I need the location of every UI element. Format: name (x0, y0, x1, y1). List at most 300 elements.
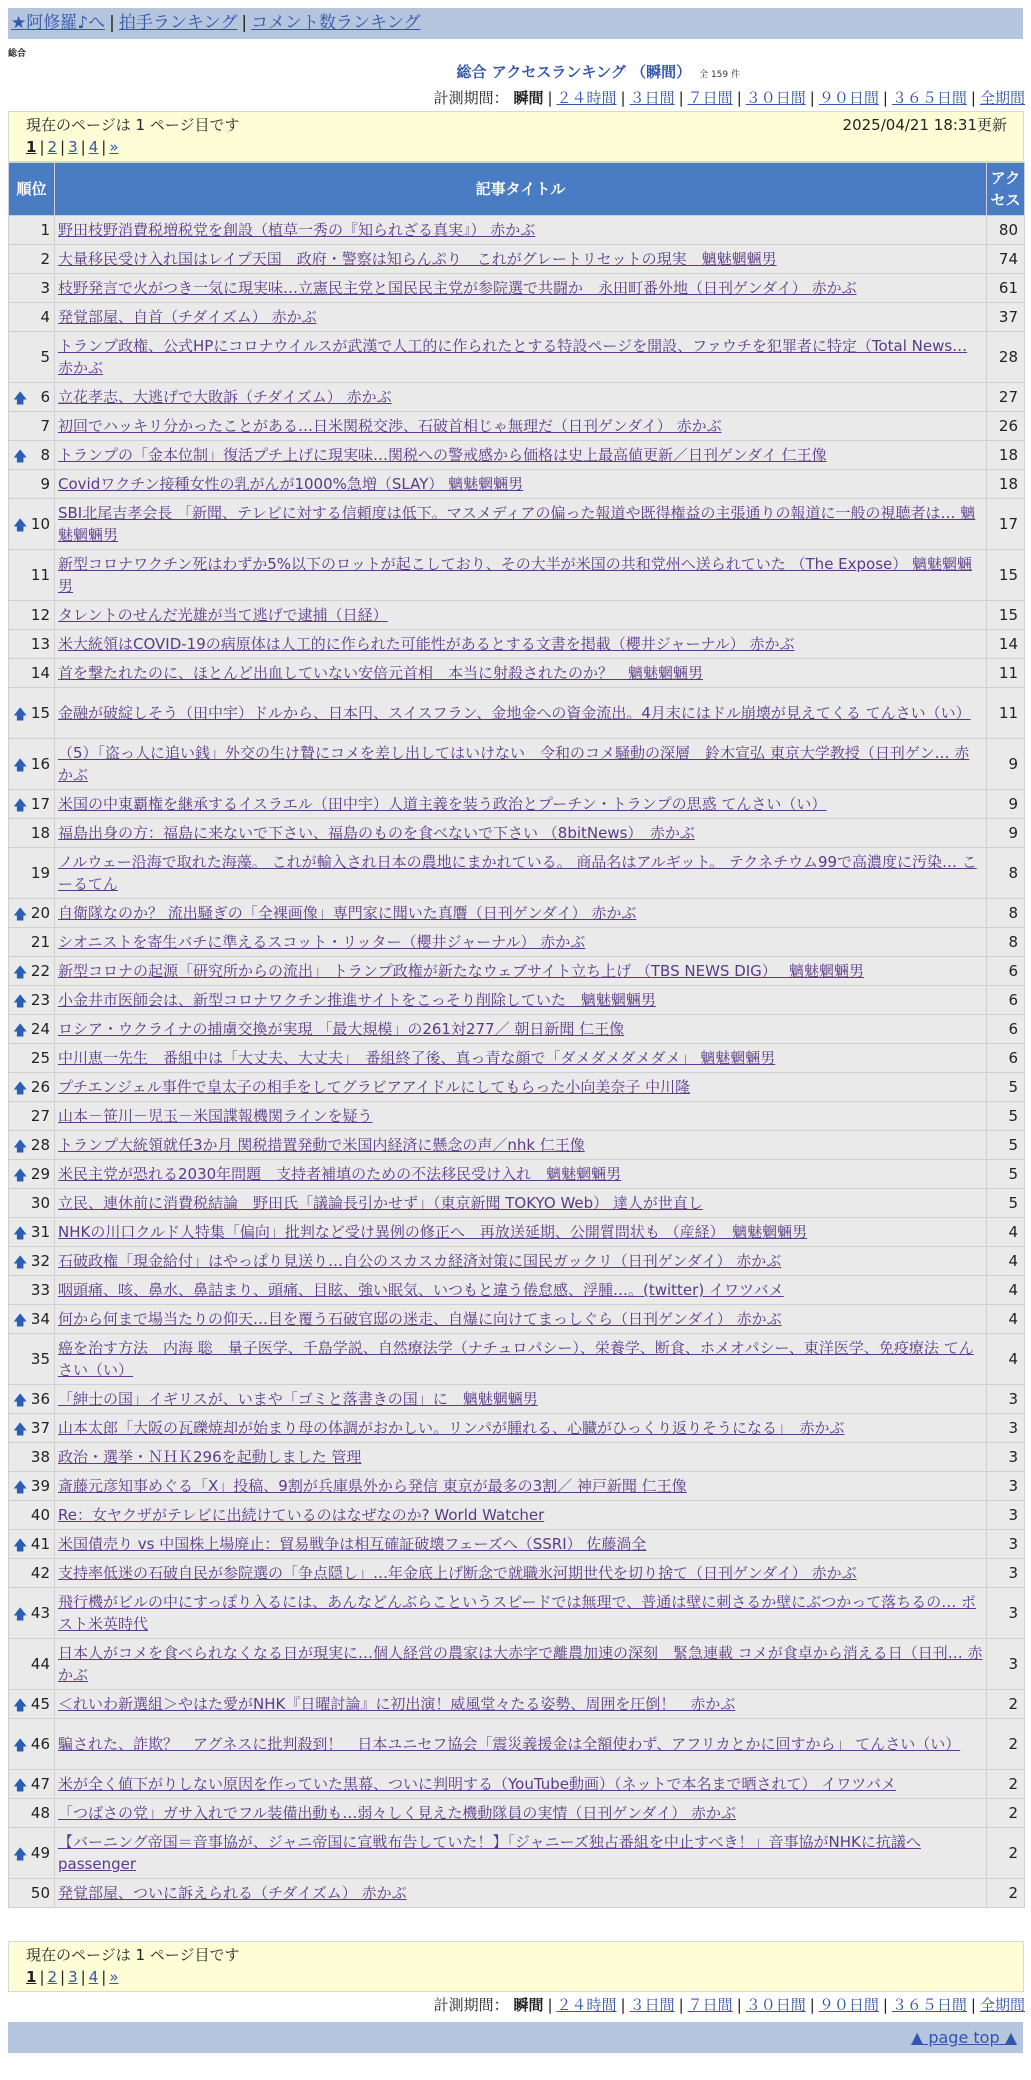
table-row (9, 412, 1025, 441)
rank-up-arrow-icon: 🡅 (13, 1738, 28, 1754)
rank-number: 45 (30, 1695, 50, 1713)
article-title-link[interactable]: 日本人がコメを食べられなくなる日が現実に…個人経営の農家は大赤字で離農加速の深刻 緊急連載 コメが食卓から消える日（日刊… 赤かぶ (58, 1644, 983, 1684)
article-title-link[interactable]: 騙された、詐欺？ アグネスに批判殺到！ 日本ユニセフ協会「震災義援金は全額使わず、アフリカとかに回すから」 てんさい（い） (58, 1735, 961, 1753)
home-link[interactable]: ★阿修羅♪へ (11, 13, 106, 33)
access-count: 14 (987, 630, 1025, 659)
article-title-link[interactable]: ノルウェー沿海で取れた海藻。 これが輸入され日本の農地にまかれている。 商品名はアルギット。 テクネチウム99で高濃度に汚染… こーるてん (58, 853, 977, 893)
rank-cell (9, 1247, 55, 1276)
rank-up-arrow-icon: 🡅 (13, 758, 28, 774)
rank-cell (9, 1530, 55, 1559)
access-count: 18 (987, 441, 1025, 470)
rank-cell (9, 1828, 55, 1879)
rank-number: 35 (30, 1350, 50, 1368)
period-24h-link[interactable]: ２４時間 (556, 89, 617, 107)
access-count: 8 (987, 848, 1025, 899)
article-title-link[interactable]: 支持率低迷の石破自民が参院選の「争点隠し」…年金底上げ断念で就職氷河期世代を切り捨て（日刊ゲンダイ） 赤かぶ (58, 1564, 857, 1582)
rank-number: 17 (30, 795, 50, 813)
article-title-link[interactable]: 野田枝野消費税増税党を創設（植草一秀の『知られざる真実』） 赤かぶ (58, 221, 536, 239)
title-cell (55, 1044, 987, 1073)
rank-up-arrow-icon: 🡅 (13, 994, 28, 1010)
rank-cell (9, 1276, 55, 1305)
period-90d-link[interactable]: ９０日間 (818, 89, 879, 107)
rank-cell (9, 790, 55, 819)
period-30d-link[interactable]: ３０日間 (745, 1996, 806, 2014)
table-row (9, 1305, 1025, 1334)
rank-cell (9, 899, 55, 928)
article-title-link[interactable]: Covidワクチン接種女性の乳がんが1000%急増（SLAY） 魑魅魍魎男 (58, 475, 524, 493)
rank-number: 34 (30, 1310, 50, 1328)
article-title-link[interactable]: 「つばさの党」ガサ入れでフル装備出動も…弱々しく見えた機動隊員の実情（日刊ゲンダイ） 赤かぶ (58, 1804, 736, 1822)
table-row (9, 1073, 1025, 1102)
table-row (9, 819, 1025, 848)
rank-cell (9, 1334, 55, 1385)
article-title-link[interactable]: ロシア・ウクライナの捕虜交換が実現 「最大規模」の261対277／ 朝日新聞 仁王像 (58, 1020, 625, 1038)
col-rank-header: 順位 (9, 163, 55, 216)
table-row (9, 1501, 1025, 1530)
article-title-link[interactable]: 新型コロナワクチン死はわずか5%以下のロットが起こしており、その大半が米国の共和党州へ送られていた （The Expose） 魑魅魍魎男 (58, 555, 973, 595)
title-cell (55, 1276, 987, 1305)
rank-cell (9, 470, 55, 499)
table-row (9, 1334, 1025, 1385)
title-cell (55, 274, 987, 303)
title-cell (55, 1131, 987, 1160)
table-row (9, 245, 1025, 274)
title-cell (55, 630, 987, 659)
article-title-link[interactable]: 石破政権「現金給付」はやっぱり見送り…自公のスカスカ経済対策に国民ガックリ（日刊ゲンダイ） 赤かぶ (58, 1252, 782, 1270)
table-row (9, 1690, 1025, 1719)
access-count: 3 (987, 1443, 1025, 1472)
title-cell (55, 1385, 987, 1414)
access-count: 3 (987, 1414, 1025, 1443)
access-count: 8 (987, 928, 1025, 957)
current-page-text: 現在のページは 1 ページ目です (26, 1946, 240, 1964)
article-title-link[interactable]: （5）「盗っ人に追い銭」外交の生け贄にコメを差し出してはいけない 令和のコメ騒動の深層 鈴木宣弘 東京大学教授（日刊ゲン… 赤かぶ (58, 744, 970, 784)
page-link-2[interactable]: 2 (47, 1968, 58, 1986)
article-title-link[interactable]: 金融が破綻しそう（田中宇）ドルから、日本円、スイスフラン、金地金への資金流出。4月末にはドル崩壊が見えてくる てんさい（い） (58, 704, 971, 722)
title-cell (55, 1501, 987, 1530)
rank-number: 36 (30, 1390, 50, 1408)
access-count: 2 (987, 1879, 1025, 1908)
page-link-3[interactable]: 3 (68, 138, 78, 156)
rank-up-arrow-icon: 🡅 (13, 1698, 28, 1714)
article-title-link[interactable]: 立花孝志、大逃げで大敗訴（チダイズム） 赤かぶ (58, 388, 392, 406)
title-cell (55, 1690, 987, 1719)
article-title-link[interactable]: 政治・選挙・ＮＨＫ296を起動しました 管理 (58, 1448, 362, 1466)
table-row (9, 928, 1025, 957)
access-count: 11 (987, 688, 1025, 739)
col-title-header: 記事タイトル (55, 163, 987, 216)
nav-separator: | (109, 13, 115, 33)
pagination: 1 | 2 | 3 | 4 | » (26, 138, 119, 156)
page-current: 1 (26, 138, 37, 156)
page-current: 1 (26, 1968, 37, 1986)
article-title-link[interactable]: 自衛隊なのか？ 流出騒ぎの「全裸画像」専門家に聞いた真贋（日刊ゲンダイ） 赤かぶ (58, 904, 637, 922)
page-link-4[interactable]: 4 (88, 1968, 99, 1986)
page-next-link[interactable]: » (109, 1968, 119, 1986)
access-count: 8 (987, 899, 1025, 928)
access-count: 5 (987, 1073, 1025, 1102)
rank-up-arrow-icon: 🡅 (13, 1023, 28, 1039)
rank-cell (9, 601, 55, 630)
rank-number: 32 (30, 1252, 50, 1270)
access-count: 3 (987, 1559, 1025, 1588)
period-30d-link[interactable]: ３０日間 (745, 89, 806, 107)
article-title-link[interactable]: NHKの川口クルド人特集「偏向」批判など受け異例の修正へ 再放送延期、公開質問状も （産経） 魑魅魍魎男 (58, 1223, 808, 1241)
rank-cell (9, 986, 55, 1015)
article-title-link[interactable]: 発覚部屋、自首（チダイズム） 赤かぶ (58, 308, 317, 326)
period-365d-link[interactable]: ３６５日間 (891, 1996, 967, 2014)
access-count: 5 (987, 1160, 1025, 1189)
rank-up-arrow-icon: 🡅 (13, 1480, 28, 1496)
rank-cell (9, 957, 55, 986)
article-title-link[interactable]: ＜れいわ新選組＞やはた愛がNHK『日曜討論』に初出演！威風堂々たる姿勢、周囲を圧倒！ 赤かぶ (58, 1695, 736, 1713)
applause-ranking-link[interactable]: 拍手ランキング (118, 13, 238, 33)
rank-number: 42 (30, 1564, 50, 1582)
table-row (9, 986, 1025, 1015)
title-cell (55, 550, 987, 601)
article-title-link[interactable]: 米民主党が恐れる2030年問題 支持者補填のための不法移民受け入れ 魑魅魍魎男 (58, 1165, 622, 1183)
period-current: 瞬間 (513, 89, 544, 107)
table-row (9, 1414, 1025, 1443)
access-count: 9 (987, 819, 1025, 848)
access-count: 4 (987, 1334, 1025, 1385)
access-count: 15 (987, 550, 1025, 601)
title-cell (55, 957, 987, 986)
rank-number: 28 (30, 1136, 50, 1154)
title-cell (55, 1828, 987, 1879)
title-cell (55, 1443, 987, 1472)
rank-number: 15 (30, 704, 50, 722)
access-count: 4 (987, 1218, 1025, 1247)
rank-up-arrow-icon: 🡅 (13, 798, 28, 814)
title-cell (55, 1639, 987, 1690)
access-count: 28 (987, 332, 1025, 383)
rank-cell (9, 550, 55, 601)
ranking-rows (9, 216, 1025, 1908)
rank-cell (9, 1305, 55, 1334)
rank-up-arrow-icon: 🡅 (13, 1778, 28, 1794)
table-row (9, 332, 1025, 383)
rank-cell (9, 303, 55, 332)
table-row (9, 1015, 1025, 1044)
pager-box-bottom (8, 1941, 1024, 1992)
table-row (9, 216, 1025, 245)
table-row (9, 688, 1025, 739)
table-row (9, 1828, 1025, 1879)
rank-number: 18 (30, 824, 50, 842)
access-count: 2 (987, 1799, 1025, 1828)
rank-number: 27 (30, 1107, 50, 1125)
article-title-link[interactable]: 初回でハッキリ分かったことがある…日米関税交渉、石破首相じゃ無理だ（日刊ゲンダイ） 赤かぶ (58, 417, 722, 435)
period-label: 計測期間： (433, 1996, 509, 2014)
period-365d-link[interactable]: ３６５日間 (891, 89, 967, 107)
table-row (9, 1588, 1025, 1639)
period-7d-link[interactable]: ７日間 (687, 1996, 733, 2014)
title-cell (55, 1218, 987, 1247)
ranking-heading (0, 61, 740, 82)
title-cell (55, 245, 987, 274)
table-row (9, 1530, 1025, 1559)
period-label: 計測期間： (433, 89, 509, 107)
period-selector-bottom: 計測期間： 瞬間 | ２４時間 | ３日間 | ７日間 | ３０日間 | ９０日間 | ３６５日間 | 全期間 (433, 1996, 1025, 2014)
article-title-link[interactable]: シオニストを寄生バチに準えるスコット・リッター（櫻井ジャーナル） 赤かぶ (58, 933, 586, 951)
article-title-link[interactable]: 飛行機がビルの中にすっぽり入るには、あんなどんぶらこというスピードでは無理で、普通は壁に刺さるか壁にぶつかって落ちるの… ポスト米英時代 (58, 1593, 976, 1633)
article-title-link[interactable]: 大量移民受け入れ国はレイプ天国 政府・警察は知らんぷり これがグレートリセットの現実 魑魅魍魎男 (58, 250, 777, 268)
top-nav-bar (8, 8, 1023, 39)
access-count: 9 (987, 739, 1025, 790)
title-cell (55, 216, 987, 245)
title-cell (55, 1247, 987, 1276)
table-row (9, 739, 1025, 790)
access-count: 3 (987, 1588, 1025, 1639)
rank-cell (9, 1073, 55, 1102)
article-title-link[interactable]: 【バーニング帝国＝音事協が、ジャニ帝国に宣戦布告していた！】「ジャニーズ独占番組を中止すべき！」音事協がNHKに抗議へ passenger (58, 1833, 921, 1873)
article-title-link[interactable]: 米が全く値下がりしない原因を作っていた黒幕、ついに判明する（YouTube動画）（ネットで本名まで晒されて） イワツバメ (58, 1775, 896, 1793)
period-3d-link[interactable]: ３日間 (629, 1996, 675, 2014)
rank-number: 7 (40, 417, 50, 435)
access-count: 80 (987, 216, 1025, 245)
article-title-link[interactable]: Re：女ヤクザがテレビに出続けているのはなぜなのか? World Watcher (58, 1506, 545, 1524)
rank-up-arrow-icon: 🡅 (13, 1226, 28, 1242)
table-row (9, 659, 1025, 688)
access-count: 2 (987, 1828, 1025, 1879)
access-count: 2 (987, 1719, 1025, 1770)
rank-number: 3 (40, 279, 50, 297)
title-cell (55, 1189, 987, 1218)
table-row (9, 630, 1025, 659)
rank-number: 49 (30, 1844, 50, 1862)
rank-cell (9, 1588, 55, 1639)
period-24h-link[interactable]: ２４時間 (556, 1996, 617, 2014)
rank-cell (9, 1639, 55, 1690)
title-cell (55, 819, 987, 848)
rank-number: 20 (30, 904, 50, 922)
access-count: 6 (987, 957, 1025, 986)
title-cell (55, 1472, 987, 1501)
rank-cell (9, 383, 55, 412)
page-link-2[interactable]: 2 (47, 138, 58, 156)
access-count: 37 (987, 303, 1025, 332)
rank-number: 25 (30, 1049, 50, 1067)
page-link-4[interactable]: 4 (88, 138, 99, 156)
rank-number: 11 (30, 566, 50, 584)
access-count: 2 (987, 1770, 1025, 1799)
rank-number: 43 (30, 1604, 50, 1622)
rank-up-arrow-icon: 🡅 (13, 965, 28, 981)
period-selector-top: 計測期間： 瞬間 | ２４時間 | ３日間 | ７日間 | ３０日間 | ９０日間 | ３６５日間 | 全期間 (433, 89, 1025, 107)
title-cell (55, 790, 987, 819)
access-count: 5 (987, 1189, 1025, 1218)
rank-cell (9, 1879, 55, 1908)
period-3d-link[interactable]: ３日間 (629, 89, 675, 107)
article-title-link[interactable]: 立民、連休前に消費税結論 野田氏「議論長引かせず」（東京新聞 TOKYO Web） 達人が世直し (58, 1194, 703, 1212)
rank-up-arrow-icon: 🡅 (13, 1393, 28, 1409)
rank-number: 30 (30, 1194, 50, 1212)
rank-number: 33 (30, 1281, 50, 1299)
article-title-link[interactable]: 小金井市医師会は、新型コロナワクチン推進サイトをこっそり削除していた 魑魅魍魎男 (58, 991, 656, 1009)
table-row (9, 601, 1025, 630)
article-title-link[interactable]: 首を撃たれたのに、ほとんど出血していない安倍元首相 本当に射殺されたのか？ 魑魅魍魎男 (58, 664, 704, 682)
rank-number: 44 (30, 1655, 50, 1673)
rank-cell (9, 1414, 55, 1443)
access-count: 3 (987, 1385, 1025, 1414)
table-row (9, 1472, 1025, 1501)
rank-up-arrow-icon: 🡅 (13, 1538, 28, 1554)
title-cell (55, 412, 987, 441)
title-cell (55, 470, 987, 499)
rank-number: 37 (30, 1419, 50, 1437)
rank-cell (9, 332, 55, 383)
title-cell (55, 928, 987, 957)
page-top-link[interactable]: ▲ page top ▲ (910, 2028, 1017, 2047)
page-id-label: 総合 (8, 49, 27, 59)
access-count: 6 (987, 1044, 1025, 1073)
article-title-link[interactable]: 「紳士の国」イギリスが、いまや「ゴミと落書きの国」に 魑魅魍魎男 (58, 1390, 538, 1408)
article-title-link[interactable]: 何から何まで場当たりの仰天…目を覆う石破官邸の迷走、自爆に向けてまっしぐら（日刊ゲンダイ） 赤かぶ (58, 1310, 782, 1328)
rank-up-arrow-icon: 🡅 (13, 1422, 28, 1438)
table-row (9, 1559, 1025, 1588)
period-all-link[interactable]: 全期間 (979, 89, 1025, 107)
table-row (9, 1247, 1025, 1276)
page-next-link[interactable]: » (109, 138, 119, 156)
rank-cell (9, 441, 55, 470)
rank-up-arrow-icon: 🡅 (13, 907, 28, 923)
table-row (9, 383, 1025, 412)
title-cell (55, 1559, 987, 1588)
table-row (9, 550, 1025, 601)
title-cell (55, 441, 987, 470)
article-title-link[interactable]: SBI北尾吉孝会長 「新聞、テレビに対する信頼度は低下。マスメディアの偏った報道や既得権益の主張通りの報道に一般の視聴者は… 魑魅魍魎男 (58, 504, 976, 544)
rank-number: 26 (30, 1078, 50, 1096)
title-cell (55, 986, 987, 1015)
table-row (9, 499, 1025, 550)
title-cell (55, 1414, 987, 1443)
table-row (9, 1879, 1025, 1908)
rank-number: 23 (30, 991, 50, 1009)
rank-number: 47 (30, 1775, 50, 1793)
rank-cell (9, 630, 55, 659)
rank-up-arrow-icon: 🡅 (13, 1847, 28, 1863)
article-title-link[interactable]: タレントのせんだ光雄が当て逃げで逮捕（日経） (58, 606, 388, 624)
article-title-link[interactable]: 米大統領はCOVID-19の病原体は人工的に作られた可能性があるとする文書を掲載（櫻井ジャーナル） 赤かぶ (58, 635, 795, 653)
article-title-link[interactable]: プチエンジェル事件で皇太子の相手をしてグラビアアイドルにしてもらった小向美奈子 中川隆 (58, 1078, 691, 1096)
article-title-link[interactable]: 山本太郎「大阪の瓦礫焼却が始まり母の体調がおかしい。リンパが腫れる、心臓がひっくり返りそうになる」 赤かぶ (58, 1419, 845, 1437)
rank-cell (9, 848, 55, 899)
access-count: 6 (987, 1015, 1025, 1044)
access-count: 27 (987, 383, 1025, 412)
table-row (9, 1719, 1025, 1770)
rank-number: 5 (40, 348, 50, 366)
rank-cell (9, 1189, 55, 1218)
rank-cell (9, 1559, 55, 1588)
period-current: 瞬間 (513, 1996, 544, 2014)
rank-number: 50 (30, 1884, 50, 1902)
access-count: 4 (987, 1305, 1025, 1334)
rank-cell (9, 1044, 55, 1073)
title-cell (55, 1160, 987, 1189)
current-page-text: 現在のページは 1 ページ目です (26, 116, 240, 134)
article-title-link[interactable]: 中川恵一先生 番組中は「大丈夫、大丈夫」 番組終了後、真っ青な顔で「ダメダメダメダメ」 魑魅魍魎男 (58, 1049, 776, 1067)
access-count: 3 (987, 1530, 1025, 1559)
article-title-link[interactable]: 米国の中東覇権を継承するイスラエル（田中宇）人道主義を装う政治とプーチン・トランプの思惑 てんさい（い） (58, 795, 827, 813)
article-title-link[interactable]: 癌を治す方法 内海 聡 量子医学、千島学説、自然療法学（ナチュロパシー）、栄養学、断食、ホメオパシー、東洋医学、免疫療法 てんさい（い） (58, 1339, 974, 1379)
period-all-link[interactable]: 全期間 (979, 1996, 1025, 2014)
rank-cell (9, 1218, 55, 1247)
rank-number: 14 (30, 664, 50, 682)
rank-cell (9, 819, 55, 848)
article-title-link[interactable]: 斎藤元彦知事めぐる「X」投稿、9割が兵庫県外から発信 東京が最多の3割／ 神戸新聞 仁王像 (58, 1477, 687, 1495)
title-cell (55, 601, 987, 630)
article-title-link[interactable]: 新型コロナの起源「研究所からの流出」 トランプ政権が新たなウェブサイト立ち上げ （TBS NEWS DIG） 魑魅魍魎男 (58, 962, 865, 980)
rank-number: 41 (30, 1535, 50, 1553)
rank-cell (9, 1501, 55, 1530)
article-title-link[interactable]: 枝野発言で火がつき一気に現実味…立憲民主党と国民民主党が参院選で共闘か 永田町番外地（日刊ゲンダイ） 赤かぶ (58, 279, 857, 297)
bottom-bar (8, 2022, 1023, 2053)
access-count: 15 (987, 601, 1025, 630)
table-row (9, 1276, 1025, 1305)
page-link-3[interactable]: 3 (68, 1968, 78, 1986)
rank-cell (9, 1443, 55, 1472)
title-cell (55, 1530, 987, 1559)
rank-cell (9, 1472, 55, 1501)
article-title-link[interactable]: 福島出身の方：福島に来ないで下さい、福島のものを食べないで下さい （8bitNews） 赤かぶ (58, 824, 695, 842)
rank-cell (9, 412, 55, 441)
article-title-link[interactable]: トランプ政権、公式HPにコロナウイルスが武漢で人工的に作られたとする特設ページを開設、ファウチを犯罪者に特定（Total News… 赤かぶ (58, 337, 968, 377)
item-count: 全 159 件 (699, 70, 740, 80)
table-row (9, 1218, 1025, 1247)
rank-number: 13 (30, 635, 50, 653)
pager-box-top (8, 111, 1024, 162)
title-cell (55, 1305, 987, 1334)
title-cell (55, 1015, 987, 1044)
rank-number: 31 (30, 1223, 50, 1241)
period-7d-link[interactable]: ７日間 (687, 89, 733, 107)
access-count: 6 (987, 986, 1025, 1015)
rank-cell (9, 216, 55, 245)
comment-ranking-link[interactable]: コメント数ランキング (251, 13, 421, 33)
rank-up-arrow-icon: 🡅 (13, 1168, 28, 1184)
table-row (9, 470, 1025, 499)
access-count: 2 (987, 1690, 1025, 1719)
article-title-link[interactable]: 山本－笹川－児玉－米国諜報機関ラインを疑う (58, 1107, 373, 1125)
rank-number: 10 (30, 515, 50, 533)
table-row (9, 1799, 1025, 1828)
rank-number: 16 (30, 755, 50, 773)
rank-cell (9, 659, 55, 688)
rank-number: 24 (30, 1020, 50, 1038)
title-cell (55, 659, 987, 688)
article-title-link[interactable]: トランプの「金本位制」復活プチ上げに現実味…関税への警戒感から価格は史上最高値更新／日刊ゲンダイ 仁王像 (58, 446, 827, 464)
rank-number: 2 (40, 250, 50, 268)
period-90d-link[interactable]: ９０日間 (818, 1996, 879, 2014)
rank-number: 48 (30, 1804, 50, 1822)
pagination: 1 | 2 | 3 | 4 | » (26, 1968, 119, 1986)
rank-up-arrow-icon: 🡅 (13, 1313, 28, 1329)
title-cell (55, 1799, 987, 1828)
article-title-link[interactable]: 米国債売り vs 中国株上場廃止：貿易戦争は相互確証破壊フェーズへ（SSRI） 佐藤渦全 (58, 1535, 647, 1553)
article-title-link[interactable]: 発覚部屋、ついに訴えられる（チダイズム） 赤かぶ (58, 1884, 407, 1902)
rank-number: 6 (40, 388, 50, 406)
table-row (9, 957, 1025, 986)
article-title-link[interactable]: 咽頭痛、咳、鼻水、鼻詰まり、頭痛、目眩、強い眠気、いつもと違う倦怠感、浮腫…。(twitter) イワツバメ (58, 1281, 784, 1299)
rank-up-arrow-icon: 🡅 (13, 449, 28, 465)
article-title-link[interactable]: トランプ大統領就任3か月 関税措置発動で米国内経済に懸念の声／nhk 仁王像 (58, 1136, 585, 1154)
title-cell (55, 332, 987, 383)
rank-cell (9, 1160, 55, 1189)
access-count: 4 (987, 1247, 1025, 1276)
rank-up-arrow-icon: 🡅 (13, 391, 28, 407)
rank-number: 1 (40, 221, 50, 239)
